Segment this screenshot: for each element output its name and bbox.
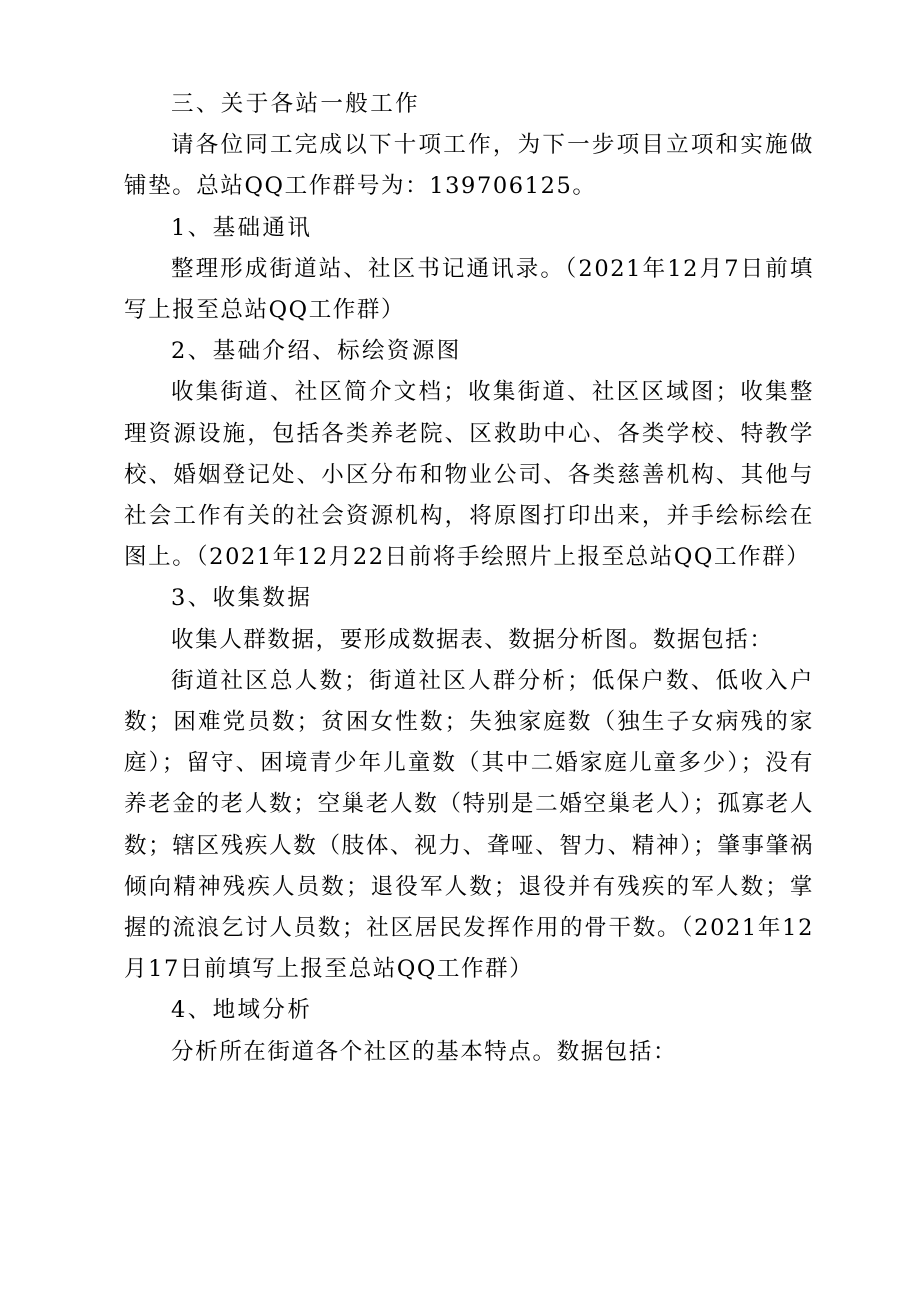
- item-3-title: 3、收集数据: [171, 585, 313, 612]
- item-2-body: 收集街道、社区简介文档；收集街道、社区区域图；收集整理资源设施，包括各类养老院、区救助中心、各类学校、特教学校、婚姻登记处、小区分布和物业公司、各类慈善机构、其他与社会工作有关的社会资源机构，将原图打印出来，并手绘标绘在图上。（2021年12月22日前将手绘照片上报至总站QQ工作群）: [124, 379, 814, 571]
- item-1-body: 整理形成街道站、社区书记通讯录。（2021年12月7日前填写上报至总站QQ工作群）: [124, 255, 814, 324]
- item-2-title: 2、基础介绍、标绘资源图: [171, 338, 462, 365]
- section-title: 三、关于各站一般工作: [171, 91, 421, 117]
- document-page: [124, 84, 814, 1073]
- item-4-title: 4、地域分析: [171, 997, 313, 1024]
- item-1-title: 1、基础通讯: [171, 214, 313, 241]
- item-4-body: 分析所在街道各个社区的基本特点。数据包括：: [171, 1038, 678, 1065]
- item-3-body-intro: 收集人群数据，要形成数据表、数据分析图。数据包括：: [171, 626, 774, 653]
- intro-paragraph: 请各位同工完成以下十项工作，为下一步项目立项和实施做铺垫。总站QQ工作群号为：139706125。: [124, 132, 814, 200]
- item-3-body-detail: 街道社区总人数；街道社区人群分析；低保户数、低收入户数；困难党员数；贫困女性数；失独家庭数（独生子女病残的家庭）；留守、困境青少年儿童数（其中二婚家庭儿童多少）；没有养老金的老人数；空巢老人数（特别是二婚空巢老人）；孤寡老人数；辖区残疾人数（肢体、视力、聋哑、智力、精神）；肇事肇祸倾向精神残疾人员数；退役军人数；退役并有残疾的军人数；掌握的流浪乞讨人员数；社区居民发挥作用的骨干数。（2021年12月17日前填写上报至总站QQ工作群）: [124, 667, 814, 983]
